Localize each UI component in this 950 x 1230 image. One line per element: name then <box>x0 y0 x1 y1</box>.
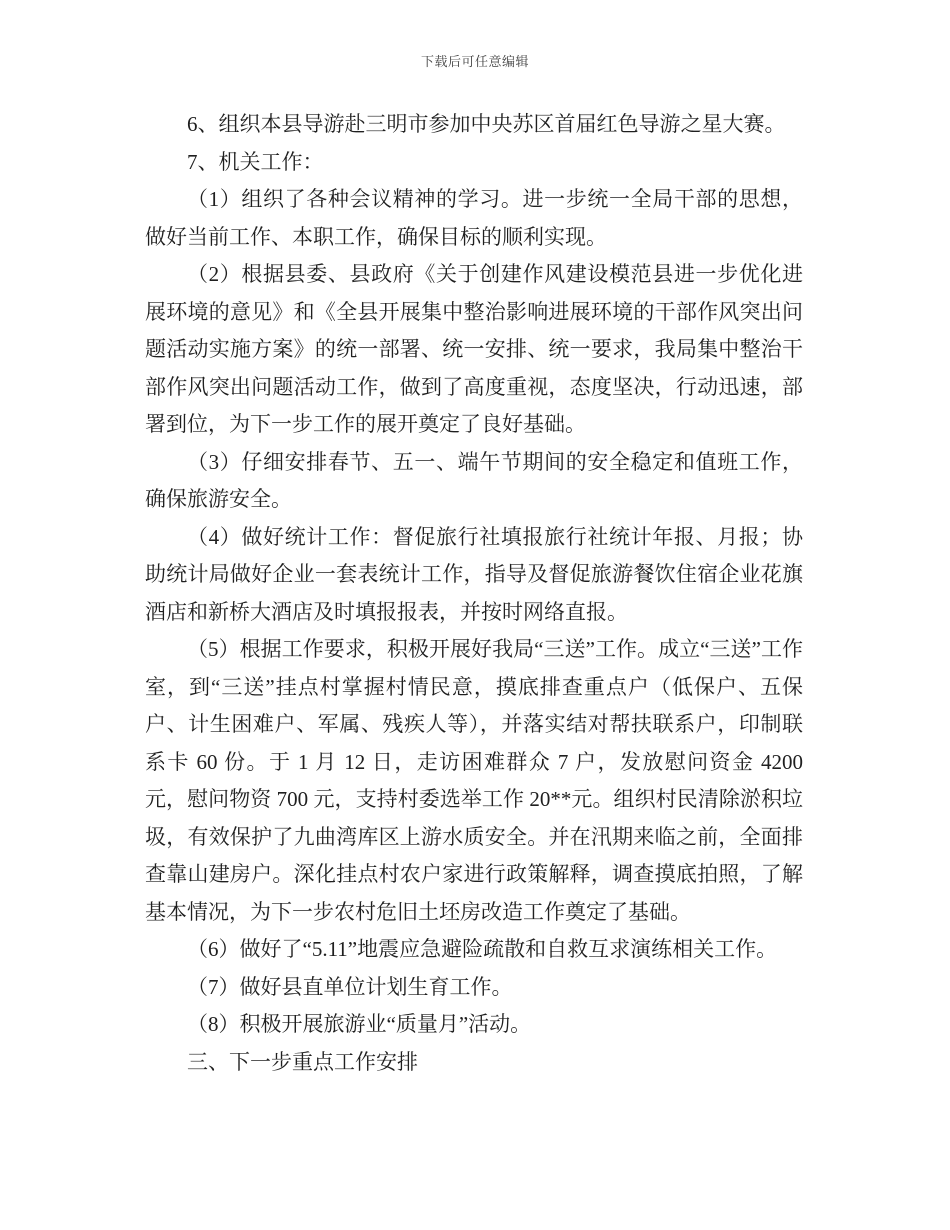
paragraph: （3）仔细安排春节、五一、端午节期间的安全稳定和值班工作，确保旅游安全。 <box>145 449 803 511</box>
paragraph: 三、下一步重点工作安排 <box>187 1049 418 1074</box>
document-body <box>145 106 803 1081</box>
paragraph: （6）做好了“5.11”地震应急避险疏散和自救互求演练相关工作。 <box>187 937 778 961</box>
page-header-note: 下载后可任意编辑 <box>420 54 529 69</box>
paragraph: 7、机关工作： <box>187 149 324 174</box>
paragraph: （1）组织了各种会议精神的学习。进一步统一全局干部的思想，做好当前工作、本职工作，确保目标的顺利实现。 <box>145 187 803 249</box>
paragraph: （8）积极开展旅游业“质量月”活动。 <box>187 1012 532 1036</box>
paragraph: （7）做好县直单位计划生育工作。 <box>187 974 513 999</box>
paragraph: （4）做好统计工作：督促旅行社填报旅行社统计年报、月报；协助统计局做好企业一套表统计工作，指导及督促旅游餐饮住宿企业花旗酒店和新桥大酒店及时填报报表，并按时网络直报。 <box>145 524 803 624</box>
paragraph: （5）根据工作要求，积极开展好我局“三送”工作。成立“三送”工作室，到“三送”挂点村掌握村情民意，摸底排查重点户（低保户、五保户、计生困难户、军属、残疾人等），并落实结对帮扶联系户，印制联系卡 60 份。于 1 月 12 日，走访困难群众 7 户，发放慰问资金 4200 元，慰问物资 700 元，支持村委选举工作 20**元。组织村民清除淤积垃圾，有效保护了九曲湾库区上游水质安全。并在汛期来临之前，全面排查靠山建房户。深化挂点村农户家进行政策解释，调查摸底拍照，了解基本情况，为下一步农村危旧土坯房改造工作奠定了基础。 <box>145 637 803 924</box>
paragraph: （2）根据县委、县政府《关于创建作风建设模范县进一步优化进展环境的意见》和《全县开展集中整治影响进展环境的干部作风突出问题活动实施方案》的统一部署、统一安排、统一要求，我局集中整治干部作风突出问题活动工作，做到了高度重视，态度坚决，行动迅速，部署到位，为下一步工作的展开奠定了良好基础。 <box>145 262 803 436</box>
paragraph: 6、组织本县导游赴三明市参加中央苏区首届红色导游之星大赛。 <box>187 112 786 136</box>
